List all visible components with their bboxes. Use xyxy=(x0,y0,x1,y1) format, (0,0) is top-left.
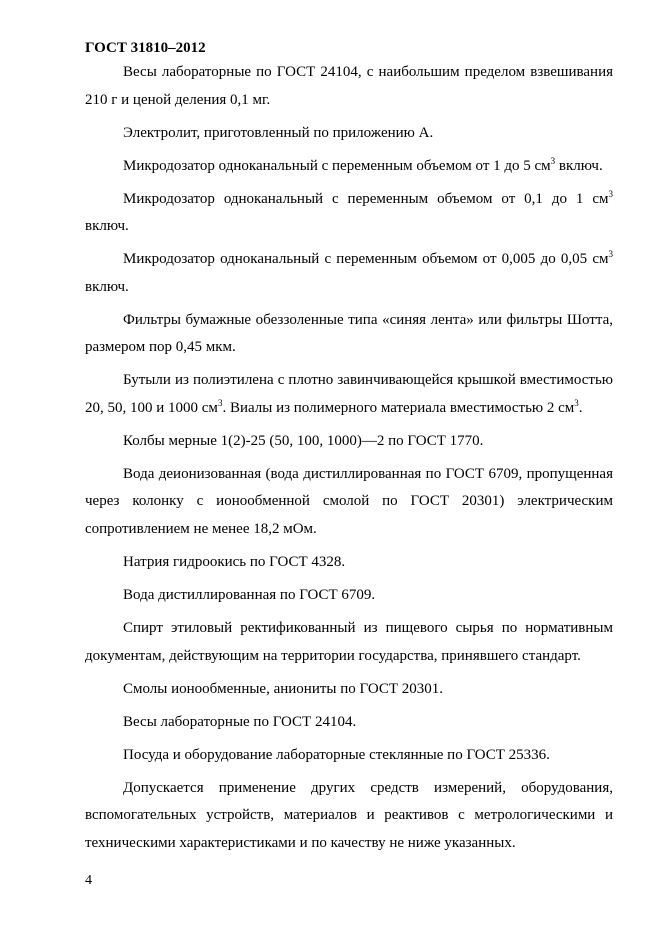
paragraph-text: Допускается применение других средств измерений, оборудования, вспомогательных устройств, материалов и реактивов с метрологическими и техническими характеристиками и по качеству не ниже указанных. xyxy=(85,779,613,851)
paragraph-scales-210g xyxy=(85,59,613,114)
paragraph-text: Смолы ионообменные, аниониты по ГОСТ 20301. xyxy=(123,680,444,697)
paragraph-text: Колбы мерные 1(2)-25 (50, 100, 1000)—2 по ГОСТ 1770. xyxy=(123,432,484,449)
paragraph-ethyl-alcohol xyxy=(85,615,613,670)
superscript: 3 xyxy=(550,155,556,166)
paragraph-text: Фильтры бумажные обеззоленные типа «синяя лента» или фильтры Шотта, размером пор 0,45 мкм. xyxy=(85,311,613,356)
paragraph-text: включ. xyxy=(555,157,603,174)
document-body xyxy=(85,59,613,863)
paragraph-text: Микродозатор одноканальный с переменным объемом от 1 до 5 см xyxy=(123,157,551,174)
paragraph-text: . xyxy=(578,399,583,416)
paragraph-electrolyte xyxy=(85,120,613,148)
paragraph-glassware xyxy=(85,742,613,770)
paragraph-ion-exchange-resins xyxy=(85,676,613,704)
paragraph-microdispenser-0-1-1 xyxy=(85,186,613,241)
page-number: 4 xyxy=(85,873,92,888)
paragraph-text: Микродозатор одноканальный с переменным объемом от 0,005 до 0,05 см xyxy=(123,251,609,268)
superscript: 3 xyxy=(217,397,223,408)
paragraph-distilled-water xyxy=(85,582,613,610)
paragraph-deionized-water xyxy=(85,461,613,544)
paragraph-text: включ. xyxy=(85,218,129,235)
paragraph-text: Бутыли из полиэтилена с плотно завинчивающейся крышкой вместимостью 20, 50, 100 и 1000 см xyxy=(85,372,613,416)
paragraph-microdispenser-0-005 xyxy=(85,246,613,301)
document-id: ГОСТ 31810–2012 xyxy=(85,40,206,56)
superscript: 3 xyxy=(608,188,613,199)
paragraph-sodium-hydroxide xyxy=(85,549,613,577)
paragraph-bottles xyxy=(85,367,613,422)
paragraph-text: Электролит, приготовленный по приложению А. xyxy=(123,124,434,141)
paragraph-microdispenser-1-5 xyxy=(85,153,613,181)
paragraph-text: . Виалы из полимерного материала вместимостью 2 см xyxy=(222,399,575,416)
paragraph-text: Микродозатор одноканальный с переменным объемом от 0,1 до 1 см xyxy=(123,190,609,207)
paragraph-text: Спирт этиловый ректификованный из пищевого сырья по нормативным документам, действующим на территории государства, принявшего стандарт. xyxy=(85,619,613,664)
paragraph-text: Вода деионизованная (вода дистиллированная по ГОСТ 6709, пропущенная через колонку с ионообменной смолой по ГОСТ 20301) электрическим сопротивлением не менее 18,2 мОм. xyxy=(85,465,613,538)
paragraph-scales xyxy=(85,709,613,737)
paragraph-text: Посуда и оборудование лабораторные стеклянные по ГОСТ 25336. xyxy=(123,746,550,763)
superscript: 3 xyxy=(608,249,613,260)
paragraph-text: включ. xyxy=(85,278,129,295)
paragraph-alternatives xyxy=(85,775,613,858)
superscript: 3 xyxy=(574,397,579,408)
paragraph-filters xyxy=(85,307,613,362)
paragraph-text: Натрия гидроокись по ГОСТ 4328. xyxy=(123,554,346,571)
paragraph-flasks xyxy=(85,428,613,456)
document-header xyxy=(85,38,206,58)
paragraph-text: Весы лабораторные по ГОСТ 24104. xyxy=(123,713,357,730)
paragraph-text: Вода дистиллированная по ГОСТ 6709. xyxy=(123,587,376,603)
paragraph-text: Весы лабораторные по ГОСТ 24104, с наибольшим пределом взвешивания 210 г и ценой деления 0,1 мг. xyxy=(85,64,613,108)
